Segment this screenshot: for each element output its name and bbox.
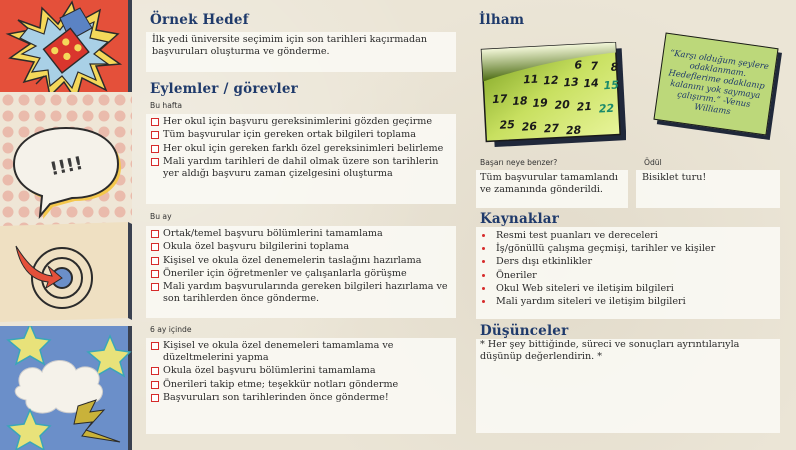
this-month-task-box	[146, 226, 456, 318]
checkbox-icon[interactable]	[151, 145, 159, 153]
exclamation-text: !!!!	[48, 152, 85, 181]
task-item[interactable]: Her okul için gereken farklı özel gereksinimleri belirleme	[146, 143, 456, 155]
calendar-number: 13	[563, 75, 580, 90]
success-box[interactable]	[476, 170, 628, 208]
checkbox-icon[interactable]	[151, 283, 159, 291]
calendar-image	[476, 42, 626, 148]
checkbox-icon[interactable]	[151, 257, 159, 265]
goal-text-box[interactable]	[146, 32, 456, 72]
task-item[interactable]: Kişisel ve okula özel denemelerin taslağını hazırlama	[146, 255, 456, 267]
target-arrow-icon	[0, 222, 132, 322]
goal-text: İlk yedi üniversite seçimim için son tarihleri kaçırmadan başvuruları oluşturma ve gönderme.	[152, 34, 428, 57]
task-item[interactable]: Başvuruları son tarihlerinden önce gönderme!	[146, 392, 456, 404]
bullet-icon	[482, 274, 485, 277]
calendar-number: 27	[543, 121, 560, 136]
task-item[interactable]: Tüm başvurular için gereken ortak bilgileri toplama	[146, 129, 456, 141]
quote-card	[653, 32, 778, 135]
checkbox-icon[interactable]	[151, 131, 159, 139]
this-month-task-list	[146, 228, 456, 305]
checkbox-icon[interactable]	[151, 230, 159, 238]
checkbox-icon[interactable]	[151, 243, 159, 251]
reflections-box[interactable]	[476, 339, 780, 433]
resources-list	[476, 229, 780, 308]
cloud-stars-lightning-icon	[0, 326, 132, 450]
task-item[interactable]: Okula özel başvuru bölümlerini tamamlama	[146, 365, 456, 377]
calendar-number: 21	[576, 99, 593, 114]
calendar-number: 26	[521, 119, 538, 134]
reflections-text: * Her şey bittiğinde, süreci ve sonuçları ayrıntılarıyla düşünüp değerlendirin. *	[480, 339, 740, 362]
resource-item: Resmi test puanları ve dereceleri	[476, 229, 780, 242]
checkbox-icon[interactable]	[151, 394, 159, 402]
comic-strip	[0, 0, 132, 450]
resources-box	[476, 227, 780, 319]
six-months-task-box	[146, 338, 456, 434]
this-week-task-list	[146, 116, 456, 180]
task-item[interactable]: Kişisel ve okula özel denemeleri tamamlama ve düzeltmelerini yapma	[146, 340, 456, 364]
calendar-number: 14	[583, 76, 600, 91]
task-item[interactable]: Mali yardım tarihleri de dahil olmak üzere son tarihlerin yer aldığı başvuru zaman çizelgesini oluşturma	[146, 156, 456, 180]
success-text: Tüm başvurular tamamlandı ve zamanında gönderildi.	[480, 172, 618, 195]
reward-box[interactable]	[636, 170, 780, 208]
task-item[interactable]: Okula özel başvuru bilgilerini toplama	[146, 241, 456, 253]
success-label: Başarı neye benzer?	[480, 158, 558, 167]
group-label-six-months: 6 ay içinde	[150, 325, 192, 334]
checkbox-icon[interactable]	[151, 367, 159, 375]
resource-item: Ders dışı etkinlikler	[476, 255, 780, 268]
calendar-number: 17	[491, 92, 508, 107]
calendar-number-highlight: 15	[603, 78, 620, 93]
reward-text: Bisiklet turu!	[642, 172, 707, 183]
calendar-number: 6	[574, 58, 583, 72]
task-item[interactable]: Her okul için başvuru gereksinimlerini gözden geçirme	[146, 116, 456, 128]
bullet-icon	[482, 234, 485, 237]
calendar-number: 19	[532, 96, 549, 110]
checkbox-icon[interactable]	[151, 270, 159, 278]
calendar-number: 25	[499, 117, 516, 132]
resource-item: Öneriler	[476, 269, 780, 282]
reward-label: Ödül	[644, 158, 662, 167]
bullet-icon	[482, 300, 485, 303]
bullet-icon	[482, 260, 485, 263]
calendar-number: 18	[511, 94, 528, 109]
group-label-this-week: Bu hafta	[150, 101, 183, 110]
calendar-number: 8	[610, 60, 619, 74]
checkbox-icon[interactable]	[151, 342, 159, 350]
calendar-number: 7	[590, 59, 599, 73]
bullet-icon	[482, 247, 485, 250]
resource-item: Okul Web siteleri ve iletişim bilgileri	[476, 282, 780, 295]
calendar-number-highlight: 22	[598, 101, 615, 116]
calendar-number: 20	[554, 98, 571, 112]
group-label-this-month: Bu ay	[150, 212, 172, 221]
speech-bubble-exclamation-icon	[0, 92, 132, 232]
resources-heading: Kaynaklar	[480, 211, 560, 227]
resource-item: İş/gönüllü çalışma geçmişi, tarihler ve kişiler	[476, 242, 780, 255]
reflections-heading: Düşünceler	[480, 323, 569, 339]
calendar-number: 28	[565, 123, 582, 138]
bullet-icon	[482, 287, 485, 290]
calendar-number: 12	[542, 73, 559, 88]
task-item[interactable]: Önerileri takip etme; teşekkür notları gönderme	[146, 379, 456, 391]
quote-text: “Karşı olduğum şeylere odaklanmam. Hedeflerime odaklanıp kalanını yok saymaya çalışırım.” -Venus Williams	[667, 47, 770, 117]
task-item[interactable]: Ortak/temel başvuru bölümlerini tamamlama	[146, 228, 456, 240]
inspiration-heading: İlham	[479, 12, 525, 28]
task-item[interactable]: Öneriler için öğretmenler ve çalışanlarla görüşme	[146, 268, 456, 280]
goal-heading: Örnek Hedef	[150, 12, 249, 28]
six-months-task-list	[146, 340, 456, 404]
calendar-number: 11	[522, 72, 539, 87]
checkbox-icon[interactable]	[151, 118, 159, 126]
this-week-task-box	[146, 114, 456, 204]
checkbox-icon[interactable]	[151, 381, 159, 389]
task-item[interactable]: Mali yardım başvurularında gereken bilgileri hazırlama ve son tarihlerden önce gönderme.	[146, 281, 456, 305]
checkbox-icon[interactable]	[151, 158, 159, 166]
actions-heading: Eylemler / görevler	[150, 81, 298, 97]
resource-item: Mali yardım siteleri ve iletişim bilgileri	[476, 295, 780, 308]
